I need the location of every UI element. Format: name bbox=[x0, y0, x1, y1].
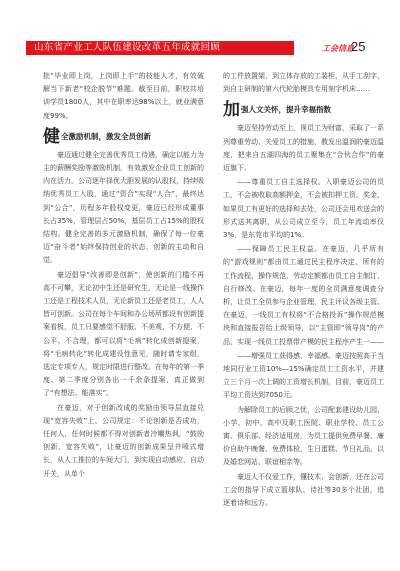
right-text-column bbox=[223, 70, 384, 510]
body-paragraph: 为解除员工的后顾之忧，公司配套建设幼儿园、小学、初中、高中及职工医院、职业学校、员工公寓、俱乐部、经济适用房，为员工提供免费早餐、廉价自助午晚餐、免费体检、生日蛋糕、节日礼品，以及婚恋网站、联谊相亲等。 bbox=[223, 405, 384, 467]
heading-text: 强人文关怀，提升幸福指数 bbox=[241, 105, 331, 115]
heading-drop-initial: 加 bbox=[223, 100, 240, 121]
body-paragraph: 豪迈人不仅爱工作，懂技术、会创新，还在公司工会的指导下成立篮球队、诗社等30多个社团，追逐着诗和远方。 bbox=[223, 472, 384, 508]
section-heading bbox=[223, 100, 384, 121]
section-heading bbox=[43, 126, 204, 147]
body-paragraph: 豪迈坚持劳动至上，视员工为财富，采取了一系列尊重劳动、关爱员工的措施，教发出温润的豪迈温度，把来自五湖四海的员工聚集在“合伙合作”的豪迈旗下。 bbox=[223, 124, 384, 173]
body-paragraph: ——增强员工获得感、幸福感。豪迈按照高于当地同行业工资10%—15%确定员工工资水平，并建立三个月一次上调的工资增长机制，目前，豪迈员工平均工资达到7050元。 bbox=[223, 351, 384, 400]
body-paragraph: ——保障员工民主权益。在豪迈，几乎所有的“游戏规则”都由员工通过民主程序决定，所有的工作流程、操作规范、劳动定额都由员工自主制订、自行修改。在豪迈，每年一度的全员满意度调查分析，让员工全员参与企业管理，民主评议各级主管。在豪迈，一线员工有权将“不合格投诉”操作规范模块和直接报告给上级领导，以“主管即“领导岗”的产品，实现一线员工投票带产模的民主程序产生一—— bbox=[223, 245, 384, 346]
left-text-column bbox=[43, 70, 204, 481]
page-number: 25 bbox=[351, 39, 366, 54]
body-paragraph: 豪迈通过健全完善优秀员工待遇，确定以能力为主的薪酬奖励等激励机制，有效激发企业员工创新的内在活力。公司逐年择优大胆发展的认股权，持续吸纳优秀员工入股，通过“资合”实现“人合”，最终达到“公合”，历程多年股权变更，豪迈已经形成董事长占35%，管理层占50%，基层员工占15%的股权结构。健全完善的多元激励机制，确保了每一位豪迈“奋斗者”始终保持创业的状态，创新的主动和自觉。 bbox=[43, 150, 204, 265]
body-paragraph: 批”毕业即上岗，上岗即上手”的技能人才，有效破解当下新老“校企脱节”难题。截至目前，职校共培训学员1800人，其中在职率达98%以上，就业满意度99%。 bbox=[43, 72, 204, 120]
body-paragraph: 豪迈倡导“改善即是创新”，使创新的门槛不再高不可攀，无论初中生还是研究生，无论是一线操作工还是工程技术人员，无论新员工还是老员工，人人皆可创新。公司在每个车间和办公场所都设有创新提案看板，员工只要感觉不舒服、不美观、不方便、不公平、不合理，都可以将“毛病”转化成创新提案，将“毛病转化”转化成建设性意见，随时请专家组，选定专项专人，规定时限进行整改。在每年的第一季度、第二季度分别各出一千余条提案，真正做到了“有想法、能落实”。 bbox=[43, 270, 204, 398]
body-paragraph: ——尊重员工自主选择权。入职豪迈公司的员工，不会被收取高额押金，不会被扣押工资、奖金，如果员工有更好的选择和去处，公司还会用欢送会的形式送其离职，从公司成立至今，员工年流动率仅3%，是东莞市平均的1%。 bbox=[223, 178, 384, 240]
body-paragraph: 的工件放置架，到立体存放的工装柜，从手工刮字，到自主研制的第六代轮胎模具专用刻字机床…… bbox=[223, 72, 384, 94]
heading-drop-initial: 健 bbox=[43, 126, 60, 147]
heading-text: 全激励机制，激发全员创新 bbox=[61, 131, 151, 141]
body-paragraph: 在豪迈，对于创新改成的奖励由领导层直接兑现“宽容失败”上。公司规定：不论创新是否成功，任何人，任何时候都不得对创新者冷嘲热讽，“鼓励创新，宽容失败”，让豪迈的创新成果呈井喷式增长，从人工推拉的车间大门，到实现自动感应、自动开关，从单个 bbox=[43, 403, 204, 478]
page-header bbox=[26, 38, 376, 58]
header-title: 山东省产业工人队伍建设改革五年成就回顾 bbox=[34, 42, 221, 53]
magazine-name: 工会信息 bbox=[322, 44, 354, 53]
